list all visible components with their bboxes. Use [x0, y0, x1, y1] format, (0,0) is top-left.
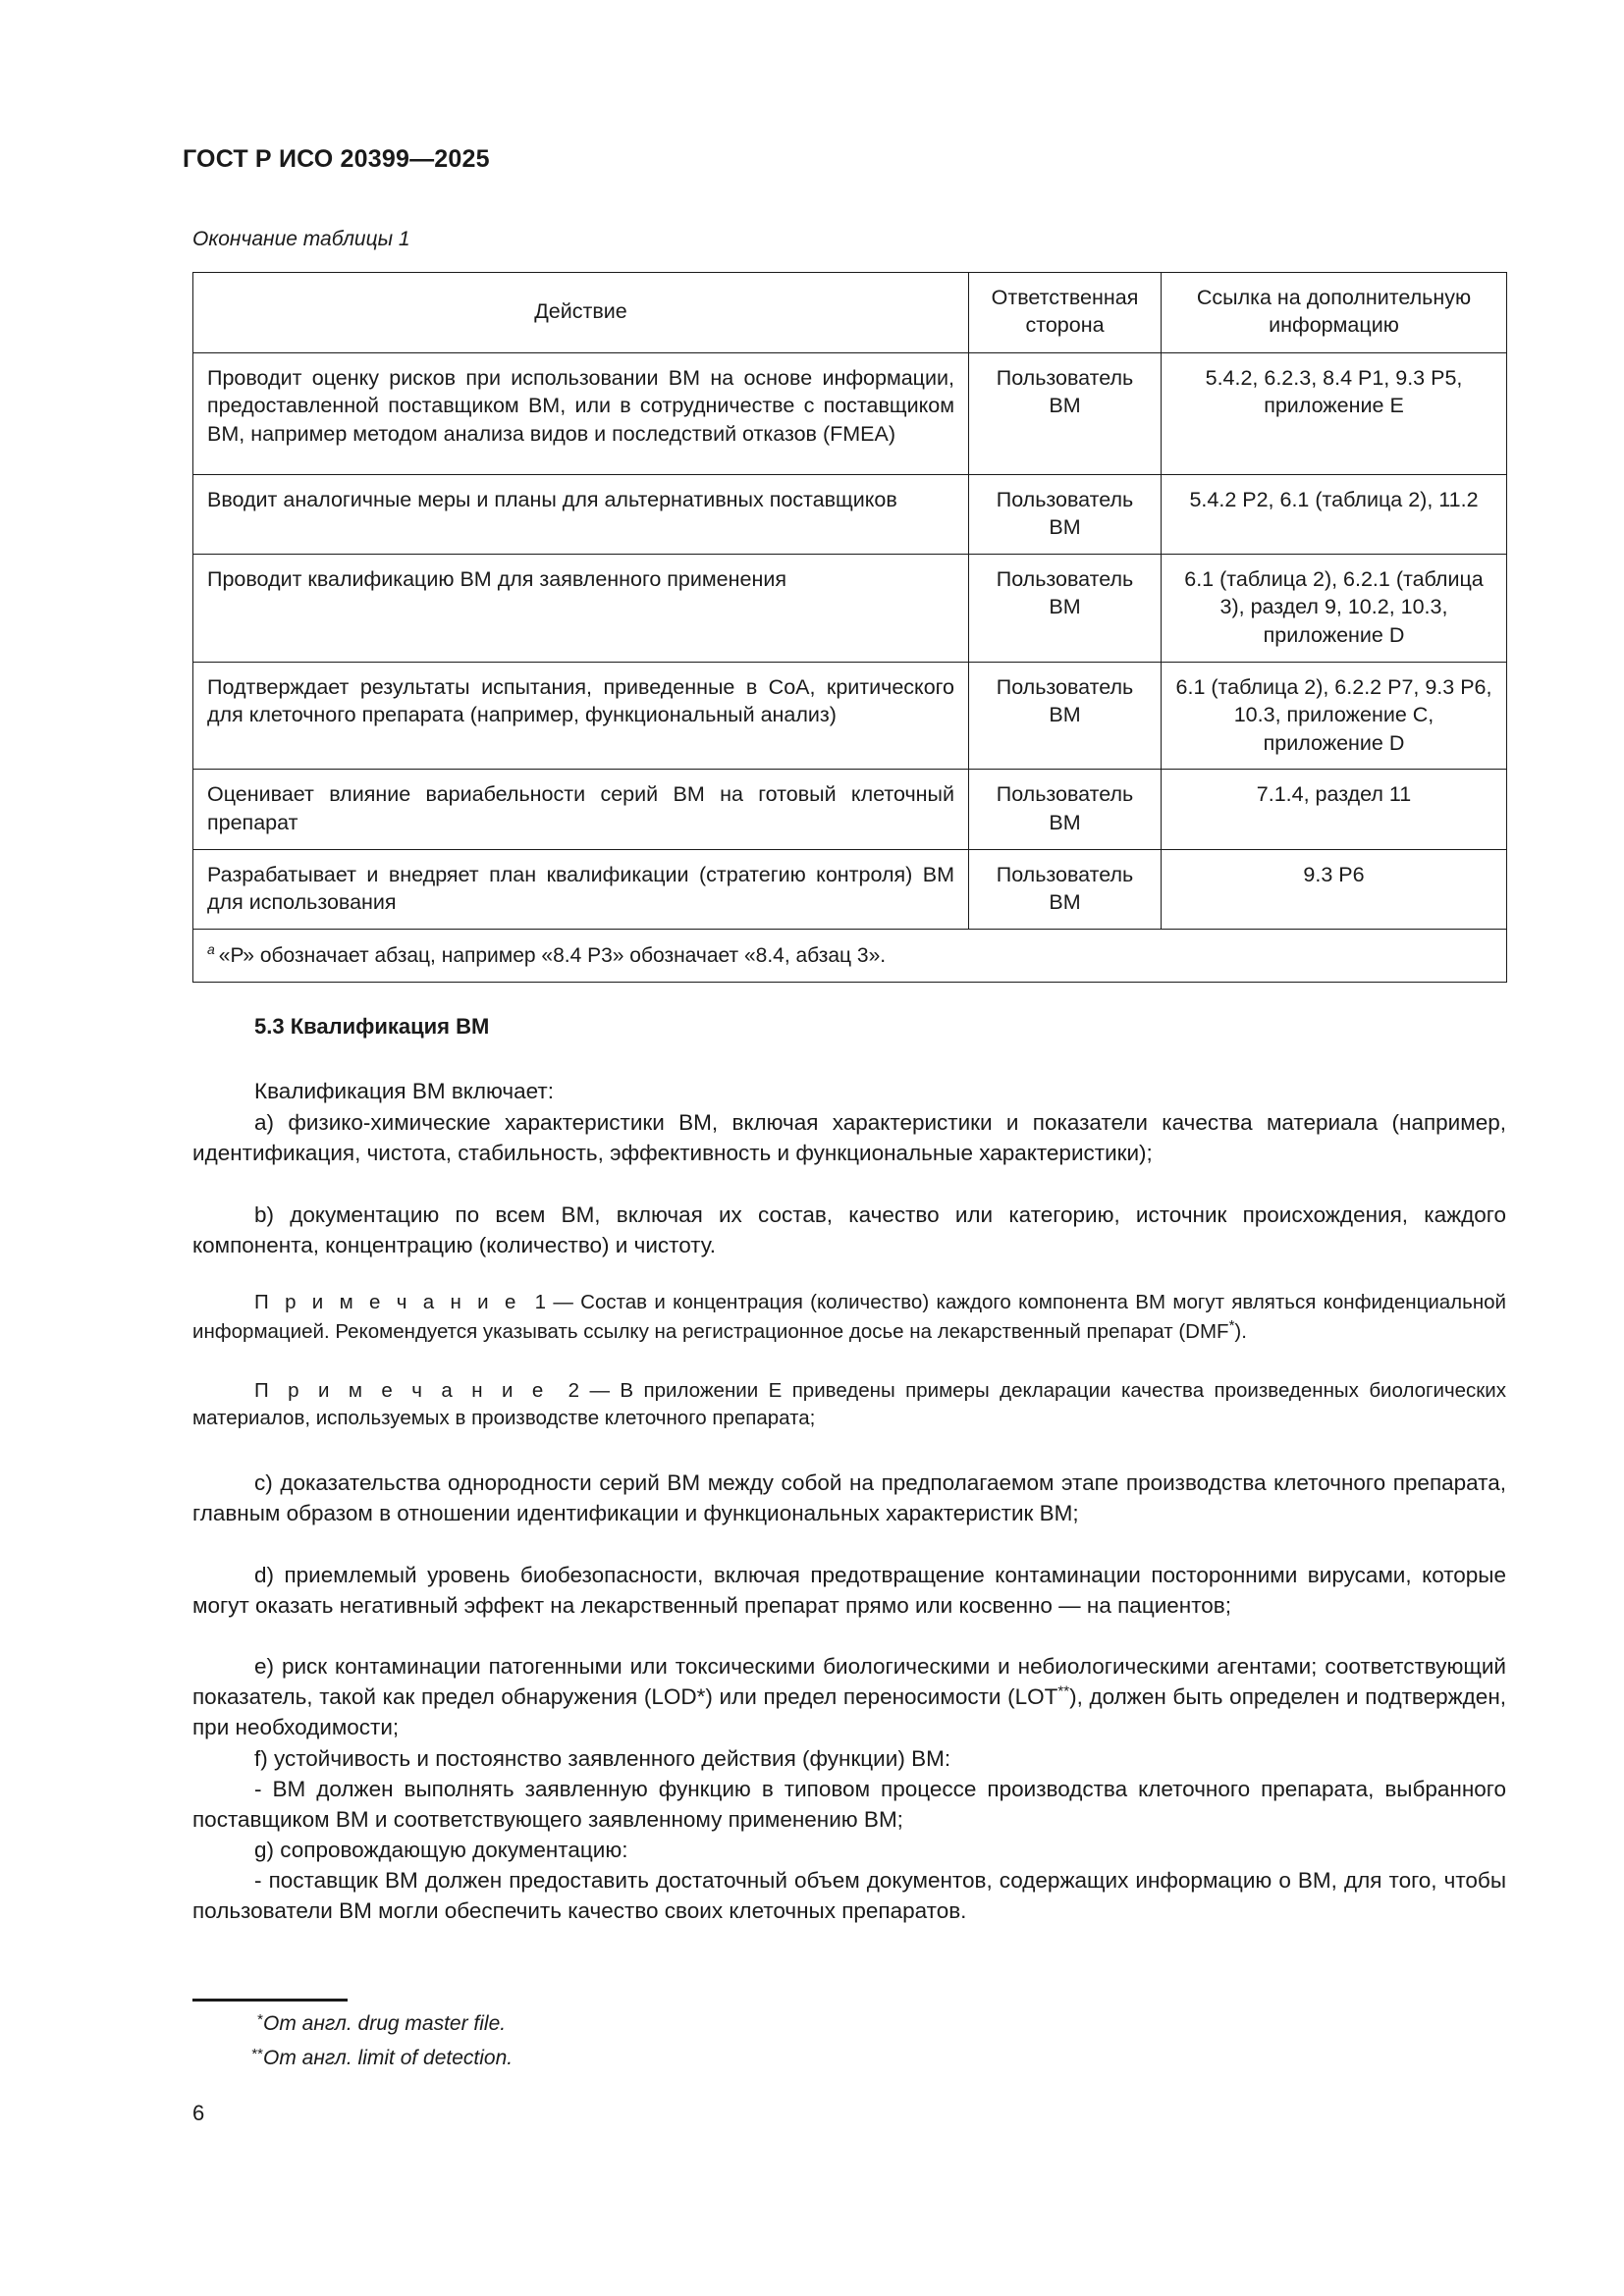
cell-action: Разрабатывает и внедряет план квалификации (стратегию контроля) ВМ для использования: [193, 849, 969, 929]
footnote-separator-rule: [192, 1999, 348, 2002]
section-intro: [192, 1076, 1506, 1106]
item-b-text: b) документацию по всем ВМ, включая их состав, качество или категорию, источник происхождения, каждого компонента, концентрацию (количество) и чистоту.: [192, 1202, 1506, 1258]
list-item-a: [192, 1107, 1506, 1168]
cell-action: Проводит квалификацию ВМ для заявленного применения: [193, 554, 969, 662]
note-1-footnote-star: *: [1228, 1317, 1235, 1335]
cell-reference: 9.3 P6: [1162, 849, 1507, 929]
page-header: ГОСТ Р ИСО 20399—2025: [183, 145, 490, 173]
item-e-footnote-stars: **: [1057, 1682, 1070, 1700]
list-item-d: [192, 1560, 1506, 1621]
cell-reference: 7.1.4, раздел 11: [1162, 770, 1507, 849]
note-1-tail: ).: [1234, 1320, 1247, 1344]
column-header-action: Действие: [193, 273, 969, 353]
cell-reference: 5.4.2, 6.2.3, 8.4 P1, 9.3 P5, приложение Е: [1162, 352, 1507, 474]
list-item-b: [192, 1200, 1506, 1260]
item-g-dash-text: - поставщик ВМ должен предоставить достаточный объем документов, содержащих информацию о ВМ, для того, чтобы пользователи ВМ могли обеспечить качество своих клеточных препаратов.: [192, 1868, 1506, 1924]
footnote-marker-single: *: [257, 2011, 263, 2028]
item-d-text: d) приемлемый уровень биобезопасности, включая предотвращение контаминации посторонними вирусами, которые могут оказать негативный эффект на лекарственный препарат прямо или косвенно — на пациентов;: [192, 1563, 1506, 1619]
table-footnote: [193, 929, 1507, 982]
table-footnote-row: [193, 929, 1507, 982]
item-e-text: [192, 1651, 1506, 1742]
table-header-row: [193, 273, 1507, 353]
footnote-entry: [192, 2008, 1076, 2043]
item-e-part1: e) риск контаминации патогенными или токсическими биологическими и небиологическими агентами; соответствующий показатель, такой как предел обнаружения (LOD*) или предел переносимости (LOT: [192, 1654, 1506, 1710]
list-item-e: [192, 1651, 1506, 1742]
list-item-c: [192, 1468, 1506, 1528]
note-1: [192, 1289, 1506, 1347]
footnote-marker-double: **: [251, 2045, 263, 2062]
table-caption: Окончание таблицы 1: [192, 228, 410, 250]
note-2-text: — В приложении Е приведены примеры декларации качества произведенных биологических материалов, используемых в производстве клеточного препарата;: [192, 1379, 1506, 1430]
table-row: [193, 770, 1507, 849]
list-item-f-dash: [192, 1774, 1506, 1835]
column-header-party: Ответственная сторона: [969, 273, 1162, 353]
cell-action: Вводит аналогичные меры и планы для альтернативных поставщиков: [193, 474, 969, 554]
note-2: [192, 1377, 1506, 1433]
cell-party: Пользователь ВМ: [969, 554, 1162, 662]
cell-reference: 6.1 (таблица 2), 6.2.2 P7, 9.3 P6, 10.3, приложение С, приложение D: [1162, 662, 1507, 770]
cell-action: Проводит оценку рисков при использовании ВМ на основе информации, предоставленной поставщиком ВМ, или в сотрудничестве с поставщиком ВМ, например методом анализа видов и последствий отказов (FMEA): [193, 352, 969, 474]
table-row: [193, 662, 1507, 770]
item-f-text: f) устойчивость и постоянство заявленного действия (функции) ВМ:: [254, 1746, 951, 1771]
list-item-g: [192, 1835, 1506, 1865]
footnote-text: «Р» обозначает абзац, например «8.4 Р3» обозначает «8.4, абзац 3».: [218, 943, 887, 967]
table-row: [193, 474, 1507, 554]
item-c-text: c) доказательства однородности серий ВМ между собой на предполагаемом этапе производства клеточного препарата, главным образом в отношении идентификации и функциональных характеристик ВМ;: [192, 1470, 1506, 1526]
note-1-number: 1: [534, 1291, 546, 1313]
note-1-label: П р и м е ч а н и е: [254, 1291, 520, 1313]
cell-party: Пользователь ВМ: [969, 474, 1162, 554]
note-2-number: 2: [568, 1379, 580, 1402]
item-e-part2: ), должен быть определен и подтвержден, при необходимости;: [192, 1684, 1507, 1740]
item-f-dash-text: - ВМ должен выполнять заявленную функцию в типовом процессе производства клеточного препарата, выбранного поставщиком ВМ и соответствующего заявленному применению ВМ;: [192, 1777, 1506, 1833]
item-g-text: g) сопровождающую документацию:: [254, 1838, 628, 1862]
footnote-marker: a: [207, 940, 215, 957]
column-header-reference: Ссылка на дополнительную информацию: [1162, 273, 1507, 353]
footnote-entry-text: От англ. drug master file.: [263, 2012, 507, 2035]
cell-reference: 6.1 (таблица 2), 6.2.1 (таблица 3), раздел 9, 10.2, 10.3, приложение D: [1162, 554, 1507, 662]
page-number: 6: [192, 2101, 205, 2125]
cell-party: Пользователь ВМ: [969, 849, 1162, 929]
item-a-text: a) физико-химические характеристики ВМ, включая характеристики и показатели качества материала (например, идентификация, чистота, стабильность, эффективность и функциональные характеристики);: [192, 1110, 1506, 1166]
cell-party: Пользователь ВМ: [969, 770, 1162, 849]
cell-party: Пользователь ВМ: [969, 352, 1162, 474]
table-row: [193, 352, 1507, 474]
section-heading-5-3: 5.3 Квалификация ВМ: [254, 1014, 490, 1039]
list-item-f: [192, 1743, 1506, 1774]
requirements-table: [192, 272, 1507, 983]
list-item-g-dash: [192, 1865, 1506, 1926]
cell-reference: 5.4.2 P2, 6.1 (таблица 2), 11.2: [1162, 474, 1507, 554]
footnote-entry: [192, 2043, 1076, 2077]
table-row: [193, 554, 1507, 662]
footnote-entry-text: От англ. limit of detection.: [263, 2046, 514, 2069]
table-row: [193, 849, 1507, 929]
note-1-paragraph: [192, 1289, 1506, 1347]
note-2-label: П р и м е ч а н и е: [254, 1379, 548, 1402]
intro-paragraph: Квалификация ВМ включает:: [254, 1079, 554, 1103]
table-1-continuation: [192, 272, 1506, 983]
page-footnotes: [192, 2008, 1076, 2076]
note-1-text: — Состав и концентрация (количество) каждого компонента ВМ могут являться конфиденциальной информацией. Рекомендуется указывать ссылку на регистрационное досье на лекарственный препарат (DMF: [192, 1291, 1506, 1344]
cell-action: Подтверждает результаты испытания, приведенные в СоА, критического для клеточного препарата (например, функциональный анализ): [193, 662, 969, 770]
cell-action: Оценивает влияние вариабельности серий ВМ на готовый клеточный препарат: [193, 770, 969, 849]
cell-party: Пользователь ВМ: [969, 662, 1162, 770]
note-2-paragraph: [192, 1377, 1506, 1433]
